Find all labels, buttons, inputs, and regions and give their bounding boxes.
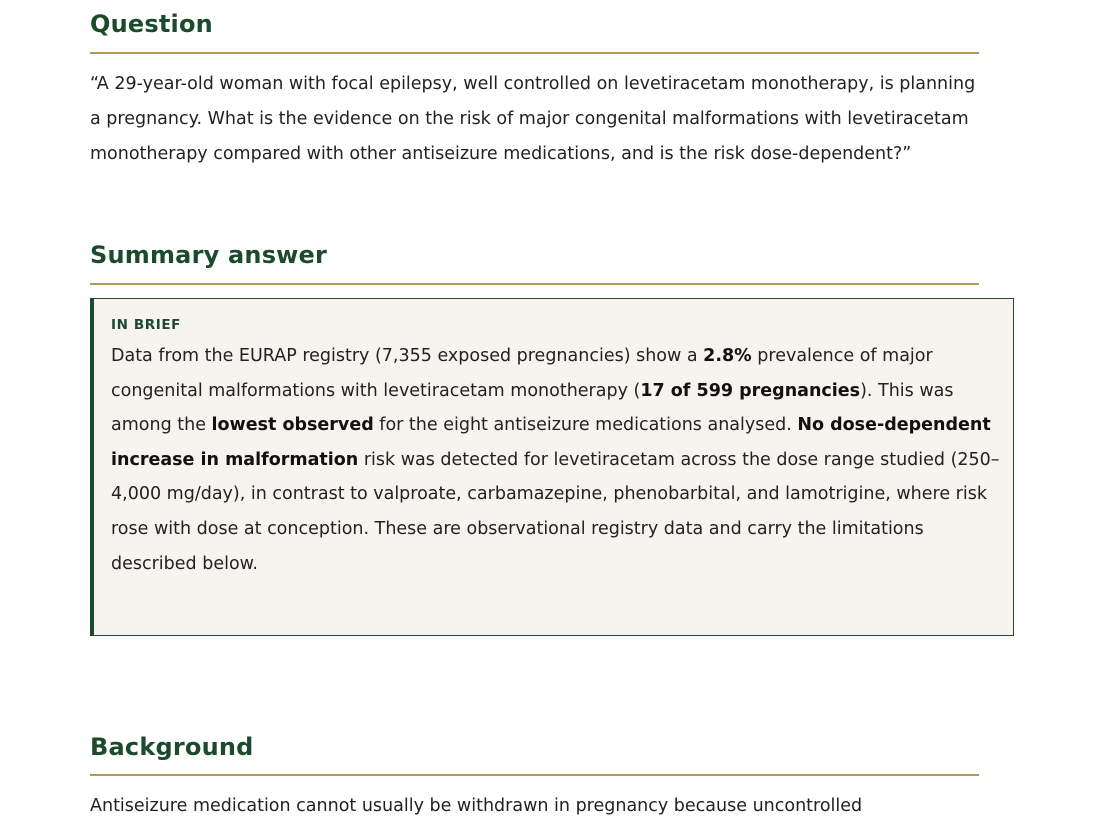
in-brief-label: IN BRIEF bbox=[111, 317, 181, 333]
question-divider bbox=[90, 52, 979, 54]
in-brief-segment: risk was detected for levetiracetam across the dose range studied (250–4,000 mg/day), in contrast to valproate, carbamazepine, phenobarbital, and lamotrigine, where risk rose with dose at conception. These are observational registry data and carry the limitations described below. bbox=[111, 449, 1000, 574]
in-brief-segment: prevalence of major congenital malformations with levetiracetam monotherapy ( bbox=[111, 346, 933, 401]
background-divider bbox=[90, 774, 979, 776]
in-brief-box bbox=[90, 298, 1014, 636]
summary-heading: Summary answer bbox=[90, 241, 328, 269]
in-brief-emphasis: 17 of 599 pregnancies bbox=[640, 380, 861, 401]
in-brief-segment: Data from the EURAP registry (7,355 exposed pregnancies) show a bbox=[111, 346, 704, 366]
in-brief-segment: for the eight antiseizure medications analysed. bbox=[373, 415, 798, 436]
in-brief-emphasis: No dose-dependent increase in malformation bbox=[111, 415, 991, 470]
question-heading: Question bbox=[90, 10, 213, 38]
in-brief-emphasis: 2.8% bbox=[703, 346, 752, 366]
background-text: Antiseizure medication cannot usually be withdrawn in pregnancy because uncontrolled bbox=[90, 796, 863, 816]
in-brief-segment: ). This was among the bbox=[111, 380, 954, 436]
question-text: “A 29-year-old woman with focal epilepsy, well controlled on levetiracetam monotherapy, is planning a pregnancy. What is the evidence on the risk of major congenital malformations with levetiracetam monotherapy compared with other antiseizure medications, and is the risk dose-dependent?” bbox=[90, 74, 976, 164]
background-heading: Background bbox=[90, 733, 254, 761]
in-brief-text bbox=[111, 339, 1003, 581]
summary-divider bbox=[90, 283, 979, 285]
in-brief-emphasis: lowest observed bbox=[211, 415, 374, 436]
